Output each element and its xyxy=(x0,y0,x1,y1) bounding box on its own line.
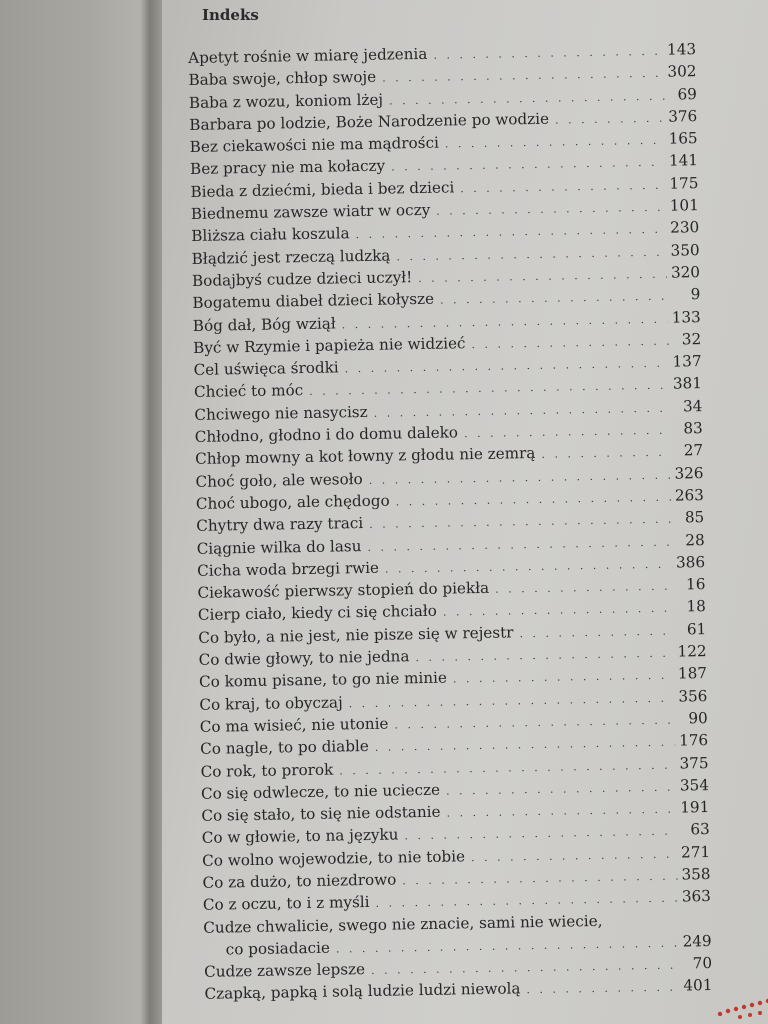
leader-dots xyxy=(460,178,665,195)
index-entry-text: Co wolno wojewodzie, to nie tobie xyxy=(202,846,466,870)
index-entry-text: Co z oczu, to i z myśli xyxy=(202,893,370,915)
leader-dots xyxy=(356,223,667,241)
index-entry-text: Bez pracy nie ma kołaczy xyxy=(189,157,386,179)
leader-dots xyxy=(339,758,676,777)
index-entry-text: Cudze chwalicie, swego nie znacie, sami nie wiecie, xyxy=(203,911,603,937)
index-entry-page: 401 xyxy=(683,976,713,995)
leader-dots xyxy=(345,357,669,376)
leader-dots xyxy=(445,134,665,151)
leader-dots xyxy=(369,468,671,486)
leader-dots xyxy=(367,535,672,553)
index-entry-text: Co rok, to prorok xyxy=(200,760,334,781)
leader-dots xyxy=(396,491,671,509)
index-entry-text: Co nagle, to po diable xyxy=(200,737,369,759)
index-entry-text: Bieda z dziećmi, bieda i bez dzieci xyxy=(190,178,455,201)
leader-dots xyxy=(464,424,671,441)
left-page xyxy=(0,0,150,1024)
index-entry-page: 34 xyxy=(682,396,703,416)
leader-dots xyxy=(369,513,672,531)
index-entry-page: 386 xyxy=(675,552,706,572)
leader-dots xyxy=(415,647,673,665)
index-entry-text: Co się stało, to się nie odstanie xyxy=(201,802,441,825)
index-entry-page: 32 xyxy=(681,329,702,349)
index-entry-page: 61 xyxy=(686,619,707,639)
index-entry-page: 230 xyxy=(670,218,700,237)
index-entry-page: 18 xyxy=(686,597,706,616)
leader-dots xyxy=(342,312,668,331)
index-entry-page: 16 xyxy=(685,575,706,594)
index-entry-text: Bodajbyś cudze dzieci uczył! xyxy=(191,268,413,290)
leader-dots xyxy=(374,401,671,419)
leader-dots xyxy=(555,112,664,127)
leader-dots xyxy=(495,580,674,596)
leader-dots xyxy=(349,691,675,710)
index-entry-text: Cel uświęca środki xyxy=(193,358,339,380)
red-dots-decoration xyxy=(714,990,768,1020)
leader-dots xyxy=(453,669,674,686)
index-entry-text: Co było, a nie jest, nie pisze się w rejestr xyxy=(198,623,514,647)
index-entry-text: Co dwie głowy, to nie jedna xyxy=(198,647,410,669)
index-entry-text: Co komu pisane, to go nie minie xyxy=(198,668,448,692)
leader-dots xyxy=(309,379,669,398)
leader-dots xyxy=(336,936,679,955)
leader-dots xyxy=(471,847,677,864)
page-header: Indeks xyxy=(202,6,259,24)
index-entry-page: 249 xyxy=(682,931,712,951)
index-entry-page: 176 xyxy=(678,731,709,750)
index-entry-text: Być w Rzymie i papieża nie widzieć xyxy=(193,334,466,357)
index-entry-text: Chytry dwa razy traci xyxy=(196,514,364,536)
index-entry-page: 376 xyxy=(668,107,698,126)
index-entry-text: Bóg dał, Bóg wziął xyxy=(192,314,336,335)
index-entry-text: Baba swoje, chłop swoje xyxy=(188,68,377,90)
index-entry-page: 70 xyxy=(692,954,713,973)
leader-dots xyxy=(404,825,677,843)
index-entry-page: 354 xyxy=(679,775,710,795)
leader-dots xyxy=(526,981,679,997)
leader-dots xyxy=(394,713,676,731)
index-entry-page: 137 xyxy=(672,352,702,371)
book-gutter xyxy=(140,0,162,1024)
index-entry-page: 187 xyxy=(677,664,708,683)
leader-dots xyxy=(389,89,665,107)
index-entry-page: 28 xyxy=(685,530,705,549)
index-entry-text: Chcieć to móc xyxy=(193,381,304,402)
index-entry-page: 326 xyxy=(674,463,704,483)
index-entry-page: 101 xyxy=(669,196,699,215)
index-entry-text: Co ma wisieć, nie utonie xyxy=(199,714,389,736)
leader-dots xyxy=(391,156,665,174)
index-entry-page: 85 xyxy=(684,508,705,527)
index-list xyxy=(188,40,713,1007)
leader-dots xyxy=(418,268,667,285)
index-entry-page: 375 xyxy=(679,753,709,773)
index-entry-page: 133 xyxy=(671,307,701,327)
index-entry-text: Bogatemu diabeł dzieci kołysze xyxy=(192,290,435,313)
index-entry-text: Co kraj, to obyczaj xyxy=(199,693,343,714)
leader-dots xyxy=(375,736,676,754)
index-entry-text: Barbara po lodzie, Boże Narodzenie po wodzie xyxy=(189,109,550,134)
leader-dots xyxy=(402,870,677,888)
index-entry-text: Co za dużo, to niezdrowo xyxy=(202,870,397,892)
index-entry-page: 320 xyxy=(670,263,701,282)
index-entry-text: Cicha woda brzegi rwie xyxy=(196,558,380,580)
index-entry-page: 381 xyxy=(672,374,703,394)
index-entry-text: Chłop mowny a kot łowny z głodu nie zemrą xyxy=(195,444,536,469)
index-entry-text: Ciekawość pierwszy stopień do piekła xyxy=(197,578,490,603)
index-entry-page: 358 xyxy=(681,864,711,884)
leader-dots xyxy=(440,290,669,307)
index-entry-text: Ciągnie wilka do lasu xyxy=(196,536,362,558)
index-entry-page: 141 xyxy=(668,151,699,171)
index-entry-page: 175 xyxy=(669,173,699,193)
leader-dots xyxy=(375,892,678,910)
leader-dots xyxy=(436,201,666,218)
leader-dots xyxy=(471,335,669,351)
leader-dots xyxy=(385,557,672,575)
index-entry-text: Biednemu zawsze wiatr w oczy xyxy=(190,200,431,224)
index-entry-page: 9 xyxy=(690,285,701,304)
leader-dots xyxy=(396,245,666,263)
index-entry-text: Co w głowie, to na języku xyxy=(201,825,399,848)
leader-dots xyxy=(446,803,676,820)
index-entry-page: 83 xyxy=(683,419,703,438)
index-entry-text: Choć goło, ale wesoło xyxy=(195,469,363,491)
index-entry-text: Cierp ciało, kiedy ci się chciało xyxy=(197,602,438,625)
index-entry-text: Bliższa ciału koszula xyxy=(191,224,350,246)
index-entry-text: Cudze zawsze lepsze xyxy=(203,960,366,982)
index-entry-text: Bez ciekawości nie ma mądrości xyxy=(189,133,440,157)
index-entry-text: Chłodno, głodno i do domu daleko xyxy=(194,423,459,446)
index-entry-page: 63 xyxy=(690,820,710,839)
index-entry-page: 271 xyxy=(680,842,711,862)
index-entry-page: 69 xyxy=(677,84,698,104)
index-entry-text: Czapką, papką i solą ludzie ludzi niewolą xyxy=(204,979,521,1004)
index-entry-text: Chciwego nie nasycisz xyxy=(194,402,368,424)
index-entry-page: 122 xyxy=(677,642,707,661)
index-entry-text: Co się odwlecze, to nie uciecze xyxy=(200,780,441,803)
index-entry-page: 363 xyxy=(681,887,712,906)
index-entry-page: 165 xyxy=(668,129,698,148)
index-entry-page: 191 xyxy=(680,798,710,817)
leader-dots xyxy=(433,45,663,62)
index-entry-page: 143 xyxy=(666,40,697,59)
index-entry-text: Choć ubogo, ale chędogo xyxy=(195,491,390,513)
index-entry-text: co posiadacie xyxy=(225,938,331,959)
index-entry-page: 356 xyxy=(678,686,708,706)
index-entry-page: 350 xyxy=(670,240,700,260)
leader-dots xyxy=(541,446,671,461)
leader-dots xyxy=(446,780,676,797)
index-entry-page: 302 xyxy=(667,62,697,81)
index-entry-page: 263 xyxy=(674,486,705,505)
index-entry-text: Apetyt rośnie w miarę jedzenia xyxy=(188,44,428,67)
index-entry-text: Baba z wozu, koniom lżej xyxy=(188,90,384,112)
leader-dots xyxy=(382,67,664,85)
leader-dots xyxy=(371,959,680,977)
leader-dots xyxy=(519,624,674,640)
index-entry-page: 90 xyxy=(688,708,708,728)
leader-dots xyxy=(443,602,674,619)
index-entry-text: Błądzić jest rzeczą ludzką xyxy=(191,246,391,268)
index-entry-page: 27 xyxy=(683,441,704,460)
